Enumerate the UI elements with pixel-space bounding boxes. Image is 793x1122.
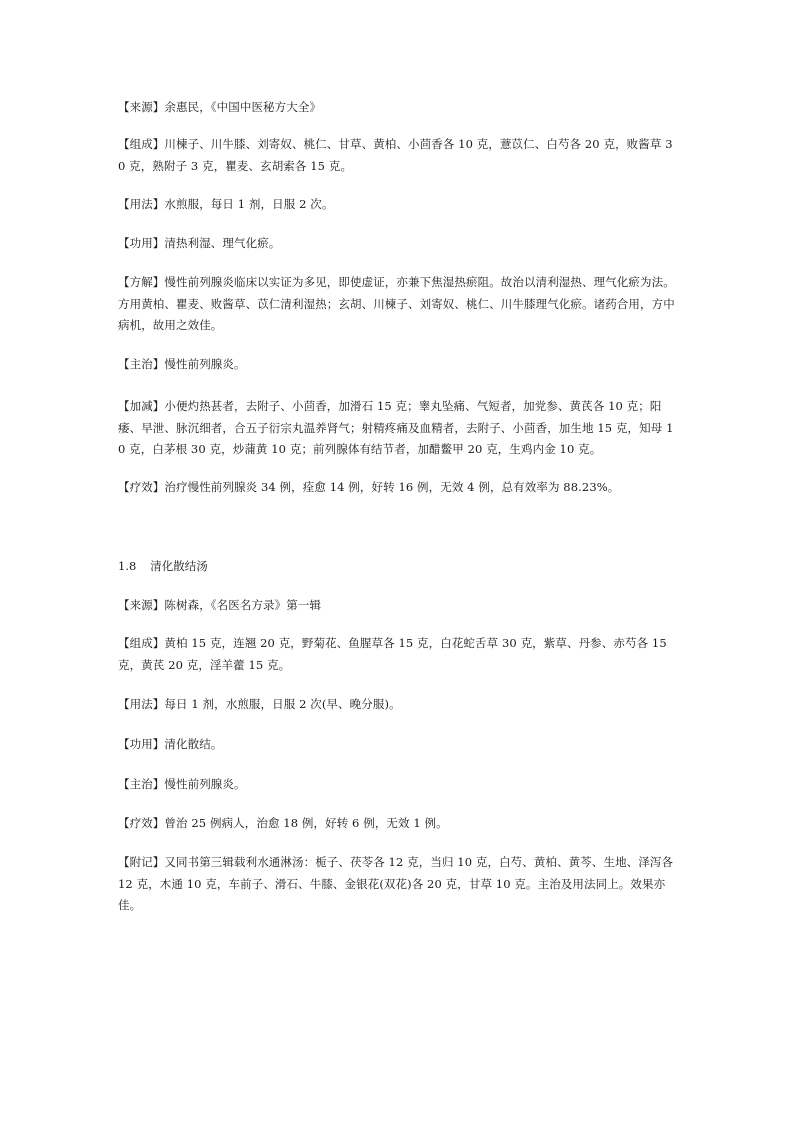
- recipe2-efficacy: 【疗效】曾治 25 例病人，治愈 18 例，好转 6 例，无效 1 例。: [118, 816, 448, 830]
- recipe1-usage: 【用法】水煎服，每日 1 剂，日服 2 次。: [118, 197, 334, 211]
- section-number: 1.8: [118, 559, 137, 573]
- recipe2-composition: 【组成】黄柏 15 克，连翘 20 克，野菊花、鱼腥草各 15 克，白花蛇舌草 30 克，紫草、丹参、赤芍各 15 克，黄芪 20 克，淫羊藿 15 克。: [118, 636, 667, 672]
- recipe2-note: 【附记】又同书第三辑载利水通淋汤：栀子、茯苓各 12 克，当归 10 克，白芍、黄柏、黄芩、生地、泽泻各 12 克，木通 10 克，车前子、滑石、牛膝、金银花(双花)各 20 克，甘草 10 克。主治及用法同上。效果亦佳。: [118, 855, 674, 912]
- section-title: 清化散结汤: [150, 559, 208, 573]
- recipe2-usage: 【用法】每日 1 剂，水煎服，日服 2 次(早、晚分服)。: [118, 697, 401, 711]
- recipe2-function: 【功用】清化散结。: [118, 737, 223, 751]
- recipe1-modification: 【加减】小便灼热甚者，去附子、小茴香，加滑石 15 克；睾丸坠痛、气短者，加党参、黄芪各 10 克；阳痿、早泄、脉沉细者，合五子衍宗丸温养肾气；射精疼痛及血精者，去附子、小茴香，加生地 15 克，知母 10 克，白茅根 30 克，炒蒲黄 10 克；前列腺体有结节者，加醋鳖甲 20 克，生鸡内金 10 克。: [118, 399, 674, 456]
- recipe1-indication: 【主治】慢性前列腺炎。: [118, 357, 246, 371]
- recipe1-composition: 【组成】川楝子、川牛膝、刘寄奴、桃仁、甘草、黄柏、小茴香各 10 克，薏苡仁、白芍各 20 克，败酱草 30 克，熟附子 3 克，瞿麦、玄胡索各 15 克。: [118, 137, 673, 173]
- recipe1-explanation: 【方解】慢性前列腺炎临床以实证为多见，即使虚证，亦兼下焦湿热瘀阻。故治以清利湿热、理气化瘀为法。方用黄柏、瞿麦、败酱草、苡仁清利湿热；玄胡、川楝子、刘寄奴、桃仁、川牛膝理气化瘀。诸药合用，方中病机，故用之效佳。: [118, 275, 675, 332]
- section-heading: [118, 556, 208, 576]
- recipe2-indication: 【主治】慢性前列腺炎。: [118, 777, 246, 791]
- recipe1-source: 【来源】余惠民，《中国中医秘方大全》: [118, 100, 322, 114]
- recipe1-efficacy: 【疗效】治疗慢性前列腺炎 34 例，痊愈 14 例，好转 16 例，无效 4 例，总有效率为 88.23%。: [118, 480, 620, 494]
- recipe1-function: 【功用】清热利湿、理气化瘀。: [118, 236, 281, 250]
- recipe2-source: 【来源】陈树森，《名医名方录》第一辑: [118, 598, 322, 612]
